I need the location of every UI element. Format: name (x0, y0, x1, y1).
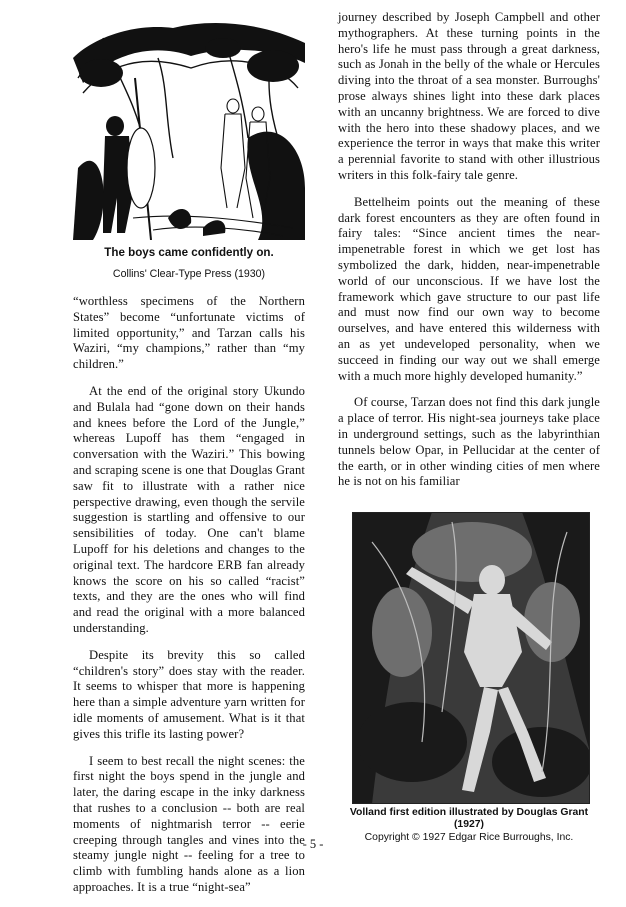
paragraph: Despite its brevity this so called “children's story” does stay with the reader. It seems to whisper that more is happening here than a simple adventure yarn written for idle moments of amusement. What is it that gives this trifle its lasting power? (73, 647, 305, 741)
paragraph: At the end of the original story Ukundo and Bulala had “gone down on their hands and knees before the Lord of the Jungle,” whereas Lupoff has them “engaged in conversation with the Waziri.” This bowing and scraping scene is one that Douglas Grant saw fit to illustrate with a rather nice perspective drawing, even though the servile suggestion is startling and offensive to our sensibilities of today. One can't blame Lupoff for his deletions and changes to the original text. The hardcore ERB fan already knows the score on his so called “racist” texts, and they are the ones who will find and read the original with a more balanced understanding. (73, 383, 305, 635)
tarzan-illustration (352, 512, 590, 804)
right-column (338, 10, 600, 501)
page-number: - 5 - (302, 837, 324, 851)
paragraph: “worthless specimens of the Northern States” become “unfortunate victims of limited opportunity,” and Tarzan calls his Waziri, “my champions,” rather than “my children.” (73, 294, 305, 372)
jungle-illustration (73, 18, 305, 240)
paragraph: journey described by Joseph Campbell and other mythographers. At these turning points in the hero's life he must pass through a great darkness, such as Jonah in the belly of the whale or Hercules diving into the throat of a sea monster. Burroughs' prose always shines light into these dark places with an uncanny brightness. We are forced to dive with the hero into these shadowy places, and we experience the terror in ways that make this writer a perennial favorite to stand with other illustrious writers in this folk-fairy tale genre. (338, 10, 600, 182)
figure-credit: Collins' Clear-Type Press (1930) (112, 268, 266, 280)
right-figure-title: Volland first edition illustrated by Douglas Grant (1927) (349, 807, 589, 831)
left-column (73, 18, 305, 907)
figure-caption: The boys came confidently on. (104, 246, 274, 259)
copyright-line: Copyright © 1927 Edgar Rice Burroughs, Inc. (364, 831, 574, 843)
paragraph: I seem to best recall the night scenes: the first night the boys spend in the jungle and later, the daring escape in the inky darkness that rushes to a conclusion -- both are real moments of nightmarish terror -- eerie creeping through tangles and vines into the steamy jungle night -- feeling for a tree to climb with fumbling hands alone as a lion approaches. It is a true “night-sea” (73, 753, 305, 894)
paragraph: Bettelheim points out the meaning of these dark forest encounters as they are often found in fairy tales: “Since ancient times the near-impenetrable forest in which we get lost has symbolized the dark, hidden, near-impenetrable world of our unconscious. If we have lost the framework which gave structure to our past life and must now find our own way to become ourselves, and have entered this wilderness with an as yet undeveloped personality, when we succeed in finding our way out we shall emerge with a much more highly developed humanity.” (338, 194, 600, 383)
paragraph: Of course, Tarzan does not find this dark jungle a place of terror. His night-sea journeys take place in underground settings, such as the labyrinthian tunnels below Opar, in Pellucidar at the center of the earth, or in other winding cities of men where he is not on his familiar (338, 395, 600, 489)
